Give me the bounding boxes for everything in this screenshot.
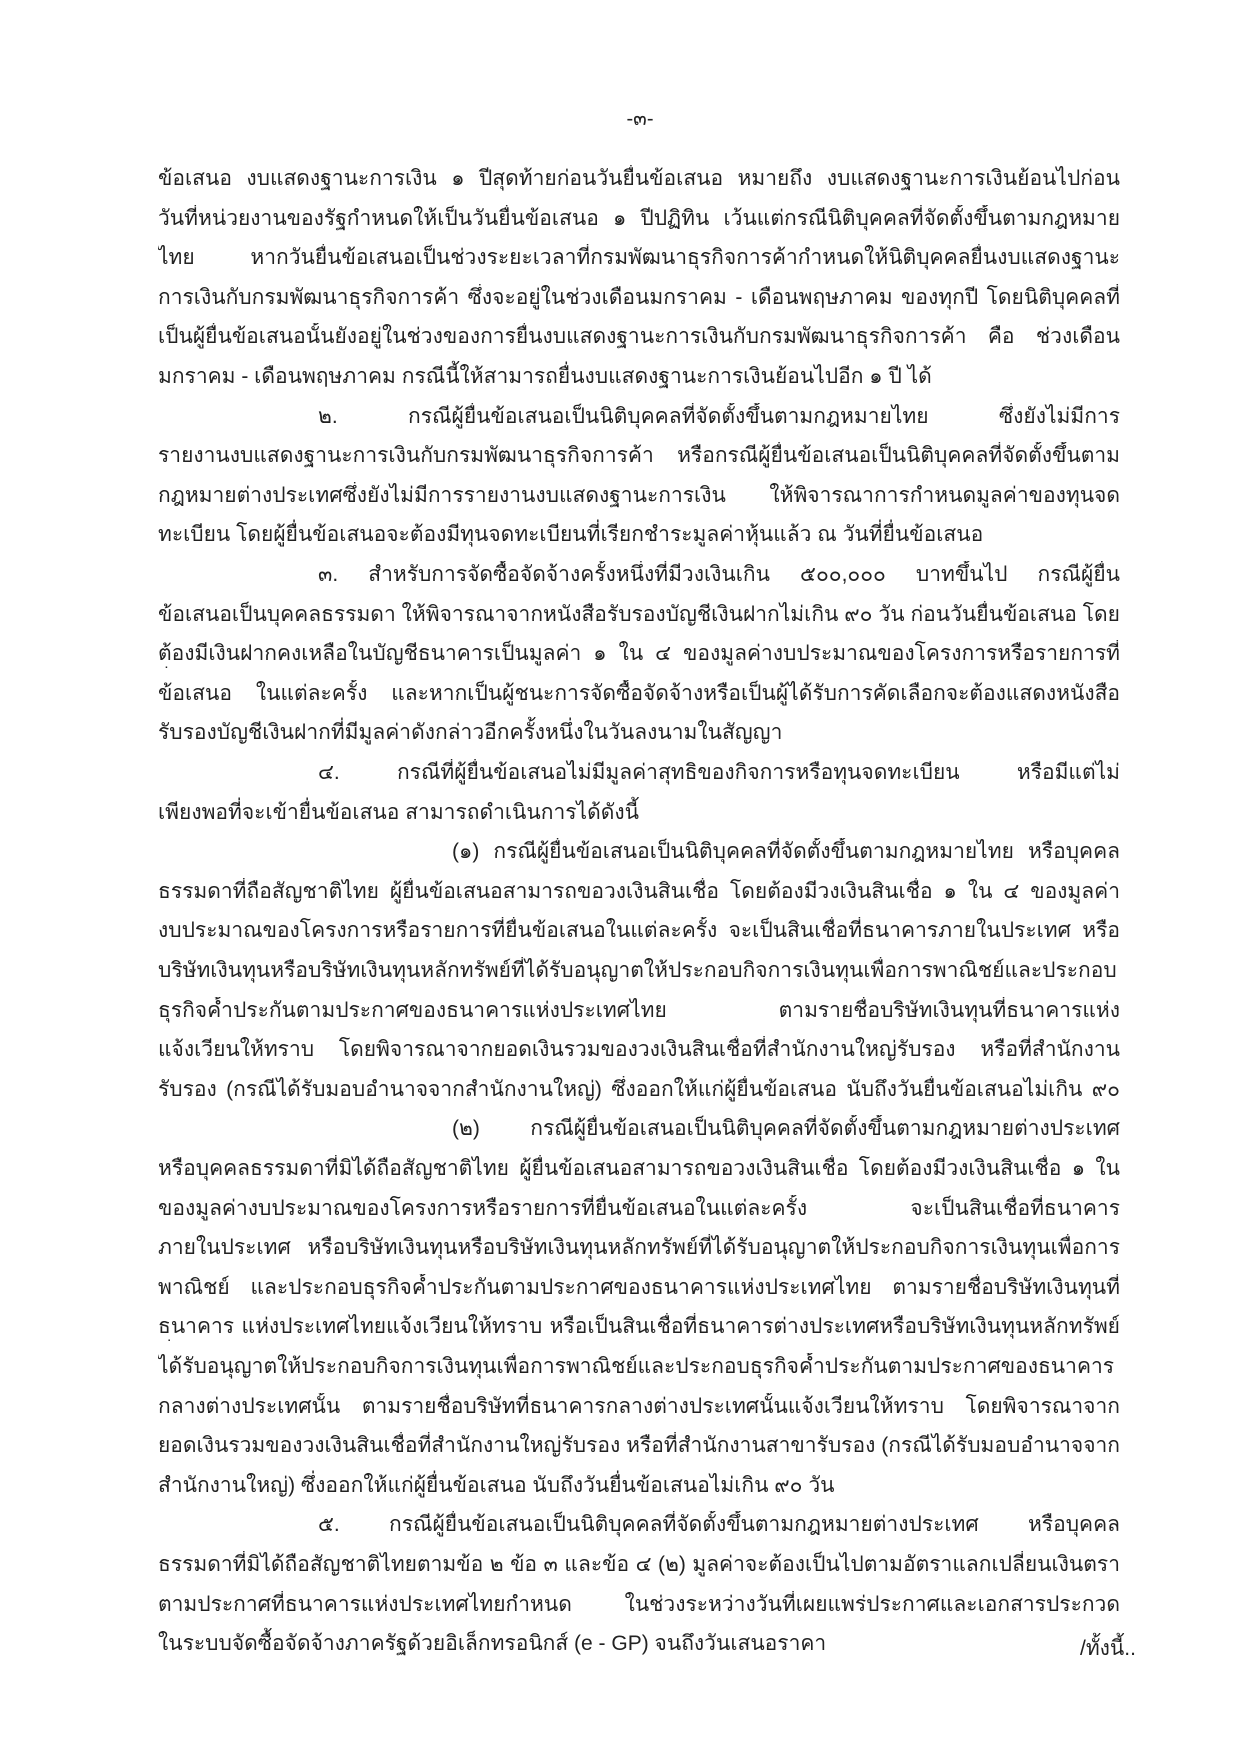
text-line: รับรอง (กรณีได้รับมอบอำนาจจากสำนักงานใหญ่) ซึ่งออกให้แก่ผู้ยื่นข้อเสนอ นับถึงวันยื่นข้อเสนอไม่เกิน ๙๐ — [158, 1077, 1120, 1101]
text-line: ธุรกิจค้ำประกันตามประกาศของธนาคารแห่งประเทศไทย ตามรายชื่อบริษัทเงินทุนที่ธนาคารแห่ง — [158, 998, 1120, 1022]
text-line: ไทย หากวันยื่นข้อเสนอเป็นช่วงระยะเวลาที่กรมพัฒนาธุรกิจการค้ากำหนดให้นิติบุคคลยื่นงบแสดงฐานะ — [158, 246, 1120, 270]
continuation-marker: /ทั้งนี้.. — [1080, 1637, 1136, 1660]
text-line: ธรรมดาที่ถือสัญชาติไทย ผู้ยื่นข้อเสนอสามารถขอวงเงินสินเชื่อ โดยต้องมีวงเงินสินเชื่อ ๑ ใน ๔ ของมูลค่า — [158, 879, 1120, 903]
text-line: ในระบบจัดซื้อจัดจ้างภาครัฐด้วยอิเล็กทรอนิกส์ (e - GP) จนถึงวันเสนอราคา — [158, 1632, 827, 1656]
text-line: การเงินกับกรมพัฒนาธุรกิจการค้า ซึ่งจะอยู่ในช่วงเดือนมกราคม - เดือนพฤษภาคม ของทุกปี โดยนิติบุคคลที่ — [158, 285, 1120, 309]
text-line: ๓. สำหรับการจัดซื้อจัดจ้างครั้งหนึ่งที่มีวงเงินเกิน ๕๐๐,๐๐๐ บาทขึ้นไป กรณีผู้ยื่น — [318, 563, 1120, 586]
text-line: แจ้งเวียนให้ทราบ โดยพิจารณาจากยอดเงินรวมของวงเงินสินเชื่อที่สำนักงานใหญ่รับรอง หรือที่สำนักงาน — [158, 1038, 1120, 1062]
text-line: ข้อเสนอเป็นบุคคลธรรมดา ให้พิจารณาจากหนังสือรับรองบัญชีเงินฝากไม่เกิน ๙๐ วัน ก่อนวันยื่นข้อเสนอ โดย — [158, 602, 1120, 626]
text-line: พาณิชย์ และประกอบธุรกิจค้ำประกันตามประกาศของธนาคารแห่งประเทศไทย ตามรายชื่อบริษัทเงินทุนที่ — [158, 1275, 1120, 1299]
text-line: ตามประกาศที่ธนาคารแห่งประเทศไทยกำหนด ในช่วงระหว่างวันที่เผยแพร่ประกาศและเอกสารประกวด — [158, 1592, 1120, 1616]
text-line: หรือบุคคลธรรมดาที่มิได้ถือสัญชาติไทย ผู้ยื่นข้อเสนอสามารถขอวงเงินสินเชื่อ โดยต้องมีวงเงินสินเชื่อ ๑ ใน — [158, 1157, 1120, 1180]
text-line: กฎหมายต่างประเทศซึ่งยังไม่มีการรายงานงบแสดงฐานะการเงิน ให้พิจารณาการกำหนดมูลค่าของทุนจด — [158, 483, 1120, 507]
text-line: ภายในประเทศ หรือบริษัทเงินทุนหรือบริษัทเงินทุนหลักทรัพย์ที่ได้รับอนุญาตให้ประกอบกิจการเงินทุนเพื่อการ — [158, 1236, 1120, 1260]
text-line: ธรรมดาที่มิได้ถือสัญชาติไทยตามข้อ ๒ ข้อ ๓ และข้อ ๔ (๒) มูลค่าจะต้องเป็นไปตามอัตราแลกเปลี่ยนเงินตรา — [158, 1553, 1120, 1576]
text-line: รับรองบัญชีเงินฝากที่มีมูลค่าดังกล่าวอีกครั้งหนึ่งในวันลงนามในสัญญา — [158, 721, 783, 745]
text-line: เพียงพอที่จะเข้ายื่นข้อเสนอ สามารถดำเนินการได้ดังนี้ — [158, 800, 640, 824]
text-line: ของมูลค่างบประมาณของโครงการหรือรายการที่ยื่นข้อเสนอในแต่ละครั้ง จะเป็นสินเชื่อที่ธนาคาร — [158, 1196, 1120, 1220]
text-line: ๔. กรณีที่ผู้ยื่นข้อเสนอไม่มีมูลค่าสุทธิของกิจการหรือทุนจดทะเบียน หรือมีแต่ไม่ — [318, 761, 1120, 784]
text-line: เป็นผู้ยื่นข้อเสนอนั้นยังอยู่ในช่วงของการยื่นงบแสดงฐานะการเงินกับกรมพัฒนาธุรกิจการค้า คือ ช่วงเดือน — [158, 325, 1120, 349]
text-line: ธนาคาร แห่งประเทศไทยแจ้งเวียนให้ทราบ หรือเป็นสินเชื่อที่ธนาคารต่างประเทศหรือบริษัทเงินทุนหลักทรัพย์ — [158, 1315, 1120, 1339]
text-line: ๒. กรณีผู้ยื่นข้อเสนอเป็นนิติบุคคลที่จัดตั้งขึ้นตามกฎหมายไทย ซึ่งยังไม่มีการ — [318, 404, 1120, 428]
text-line: (๒) กรณีผู้ยื่นข้อเสนอเป็นนิติบุคคลที่จัดตั้งขึ้นตามกฎหมายต่างประเทศ — [452, 1117, 1120, 1141]
text-line: (๑) กรณีผู้ยื่นข้อเสนอเป็นนิติบุคคลที่จัดตั้งขึ้นตามกฎหมายไทย หรือบุคคล — [452, 840, 1120, 864]
text-line: มกราคม - เดือนพฤษภาคม กรณีนี้ให้สามารถยื่นงบแสดงฐานะการเงินย้อนไปอีก ๑ ปี ได้ — [158, 365, 932, 388]
text-line: ต้องมีเงินฝากคงเหลือในบัญชีธนาคารเป็นมูลค่า ๑ ใน ๔ ของมูลค่างบประมาณของโครงการหรือรายการที่ — [158, 642, 1120, 666]
text-line: กลางต่างประเทศนั้น ตามรายชื่อบริษัทที่ธนาคารกลางต่างประเทศนั้นแจ้งเวียนให้ทราบ โดยพิจารณาจาก — [158, 1394, 1120, 1418]
text-line: ได้รับอนุญาตให้ประกอบกิจการเงินทุนเพื่อการพาณิชย์และประกอบธุรกิจค้ำประกันตามประกาศของธนาคาร — [158, 1355, 1115, 1378]
text-line: รายงานงบแสดงฐานะการเงินกับกรมพัฒนาธุรกิจการค้า หรือกรณีผู้ยื่นข้อเสนอเป็นนิติบุคคลที่จัดตั้งขึ้นตาม — [158, 444, 1120, 468]
text-line: ข้อเสนอ ในแต่ละครั้ง และหากเป็นผู้ชนะการจัดซื้อจัดจ้างหรือเป็นผู้ได้รับการคัดเลือกจะต้องแสดงหนังสือ — [158, 681, 1120, 705]
text-line: ๕. กรณีผู้ยื่นข้อเสนอเป็นนิติบุคคลที่จัดตั้งขึ้นตามกฎหมายต่างประเทศ หรือบุคคล — [318, 1513, 1120, 1537]
text-line: บริษัทเงินทุนหรือบริษัทเงินทุนหลักทรัพย์ที่ได้รับอนุญาตให้ประกอบกิจการเงินทุนเพื่อการพาณิชย์และประกอบ — [158, 959, 1117, 982]
text-line: ยอดเงินรวมของวงเงินสินเชื่อที่สำนักงานใหญ่รับรอง หรือที่สำนักงานสาขารับรอง (กรณีได้รับมอบอำนาจจาก — [158, 1434, 1120, 1458]
text-line: ทะเบียน โดยผู้ยื่นข้อเสนอจะต้องมีทุนจดทะเบียนที่เรียกชำระมูลค่าหุ้นแล้ว ณ วันที่ยื่นข้อเสนอ — [158, 523, 984, 547]
text-line: ข้อเสนอ งบแสดงฐานะการเงิน ๑ ปีสุดท้ายก่อนวันยื่นข้อเสนอ หมายถึง งบแสดงฐานะการเงินย้อนไปก่อน — [158, 167, 1120, 190]
page-number: -๓- — [626, 108, 654, 130]
text-line: งบประมาณของโครงการหรือรายการที่ยื่นข้อเสนอในแต่ละครั้ง จะเป็นสินเชื่อที่ธนาคารภายในประเทศ หรือ — [158, 919, 1120, 943]
text-line: วันที่หน่วยงานของรัฐกำหนดให้เป็นวันยื่นข้อเสนอ ๑ ปีปฏิทิน เว้นแต่กรณีนิติบุคคลที่จัดตั้งขึ้นตามกฎหมาย — [158, 206, 1120, 230]
text-line: สำนักงานใหญ่) ซึ่งออกให้แก่ผู้ยื่นข้อเสนอ นับถึงวันยื่นข้อเสนอไม่เกิน ๙๐ วัน — [158, 1473, 835, 1497]
